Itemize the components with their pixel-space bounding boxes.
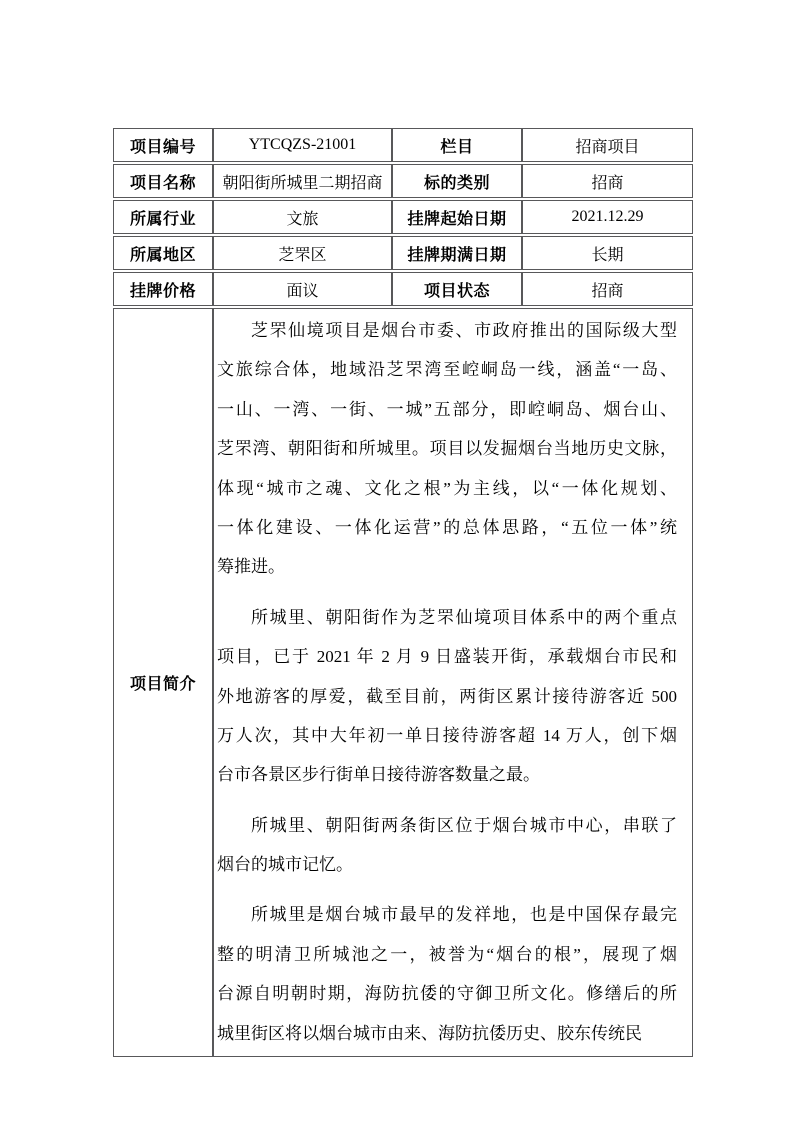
- intro-text-line: 台市各景区步行街单日接待游客数量之最。: [217, 765, 540, 785]
- field-value-industry: 文旅: [213, 200, 392, 234]
- field-label-listing-price: 挂牌价格: [113, 272, 213, 306]
- intro-paragraph: [217, 895, 677, 1053]
- field-label-project-intro: 项目简介: [113, 308, 213, 1057]
- intro-text-line: 体现“城市之魂、文化之根”为主线，以“一体化规划、: [217, 478, 677, 498]
- table-row-project-name: [113, 164, 693, 198]
- intro-text-line: 城里街区将以烟台城市由来、海防抗倭历史、胶东传统民: [217, 1023, 642, 1043]
- field-label-region: 所属地区: [113, 236, 213, 270]
- field-label-project-name: 项目名称: [113, 164, 213, 198]
- intro-text-line: 所城里、朝阳街作为芝罘仙境项目体系中的两个重点: [251, 607, 677, 627]
- intro-text-line: 一山、一湾、一街、一城”五部分，即崆峒岛、烟台山、: [217, 399, 677, 419]
- table-row-region: [113, 236, 693, 270]
- field-value-listing-price: 面议: [213, 272, 392, 306]
- table-row-industry: [113, 200, 693, 234]
- field-value-listing-expiry-date: 长期: [522, 236, 693, 270]
- intro-content-cell: [213, 308, 693, 1057]
- table-row-project-number: [113, 128, 693, 162]
- field-value-project-number: YTCQZS-21001: [213, 128, 392, 162]
- field-label-industry: 所属行业: [113, 200, 213, 234]
- intro-text-line: 芝罘湾、朝阳街和所城里。项目以发掘烟台当地历史文脉，: [217, 439, 677, 459]
- intro-paragraph: [217, 311, 677, 587]
- field-label-column: 栏目: [392, 128, 522, 162]
- intro-text-line: 外地游客的厚爱，截至目前，两街区累计接待游客近 500: [217, 686, 677, 706]
- intro-paragraph: [217, 806, 677, 885]
- intro-text-line: 筹推进。: [217, 557, 285, 577]
- field-value-column: 招商项目: [522, 128, 693, 162]
- intro-text-line: 台源自明朝时期，海防抗倭的守御卫所文化。修缮后的所: [217, 984, 677, 1004]
- table-row-listing-price: [113, 272, 693, 306]
- project-info-table: [113, 126, 693, 1059]
- field-label-project-number: 项目编号: [113, 128, 213, 162]
- intro-text-line: 芝罘仙境项目是烟台市委、市政府推出的国际级大型: [251, 321, 677, 340]
- intro-text-line: 所城里、朝阳街两条街区位于烟台城市中心，串联了: [251, 815, 677, 835]
- field-label-project-status: 项目状态: [392, 272, 522, 306]
- intro-text-line: 整的明清卫所城池之一，被誉为“烟台的根”，展现了烟: [217, 944, 677, 964]
- intro-text-line: 烟台的城市记忆。: [217, 855, 353, 875]
- intro-text-line: 文旅综合体，地域沿芝罘湾至崆峒岛一线，涵盖“一岛、: [217, 360, 677, 380]
- field-value-project-status: 招商: [522, 272, 693, 306]
- intro-text-line: 项目，已于 2021 年 2 月 9 日盛装开街，承载烟台市民和: [217, 647, 677, 667]
- field-label-target-category: 标的类别: [392, 164, 522, 198]
- intro-paragraph: [217, 598, 677, 795]
- intro-paragraphs: [217, 311, 677, 1053]
- intro-text-line: 一体化建设、一体化运营”的总体思路，“五位一体”统: [217, 517, 677, 537]
- field-value-listing-start-date: 2021.12.29: [522, 200, 693, 234]
- table-row-project-intro: [113, 308, 693, 1057]
- intro-text-line: 所城里是烟台城市最早的发祥地，也是中国保存最完: [251, 905, 677, 925]
- field-value-region: 芝罘区: [213, 236, 392, 270]
- field-value-target-category: 招商: [522, 164, 693, 198]
- field-label-listing-expiry-date: 挂牌期满日期: [392, 236, 522, 270]
- field-value-project-name: 朝阳街所城里二期招商: [213, 164, 392, 198]
- field-label-listing-start-date: 挂牌起始日期: [392, 200, 522, 234]
- intro-text-line: 万人次，其中大年初一单日接待游客超 14 万人，创下烟: [217, 725, 677, 745]
